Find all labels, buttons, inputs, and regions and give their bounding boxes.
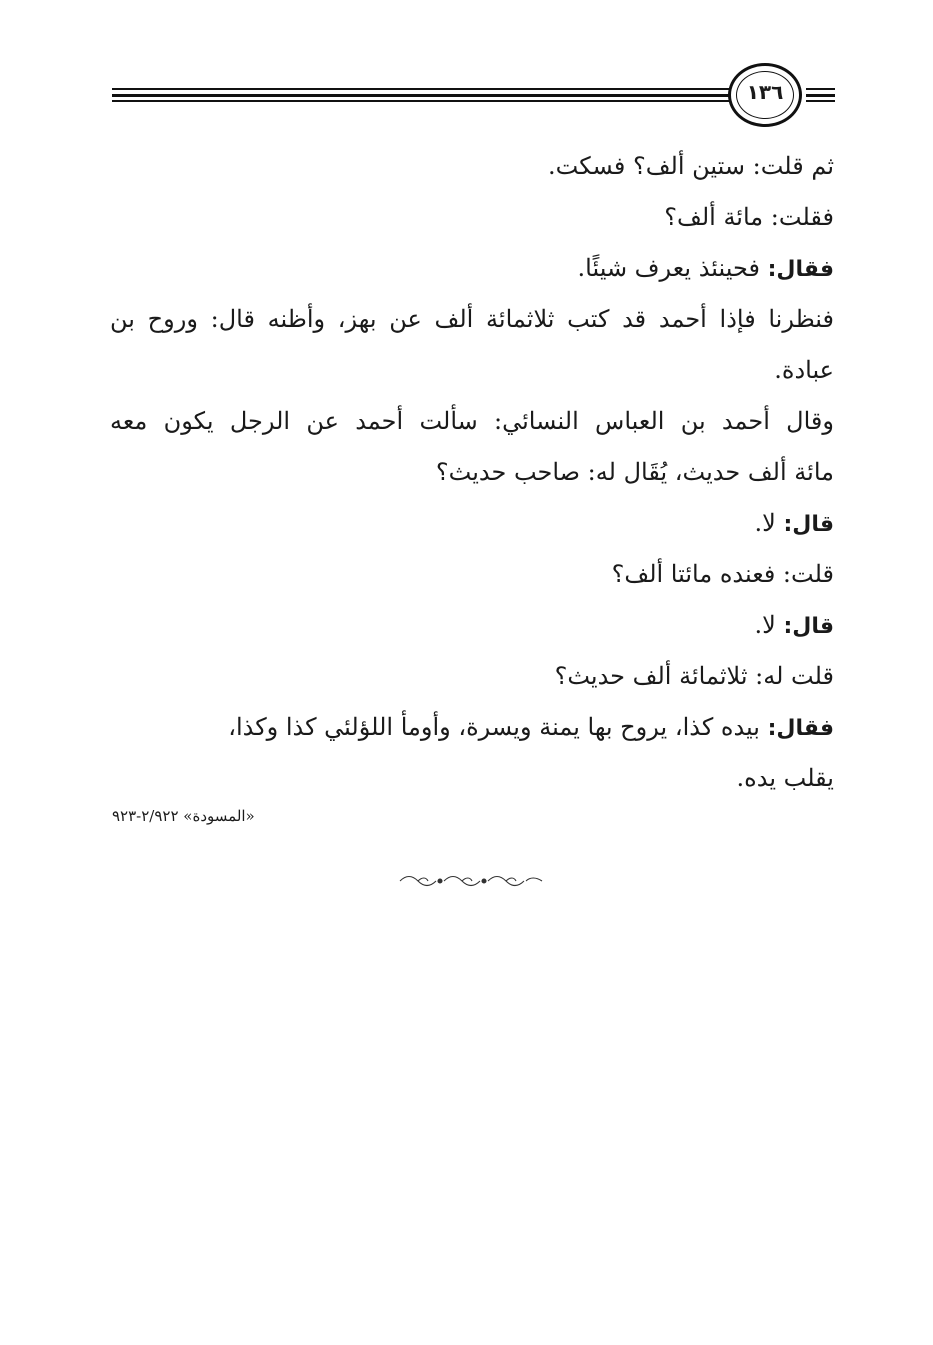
text-line-1: ثم قلت: ستين ألف؟ فسكت.: [548, 152, 834, 180]
text-line-13: يقلب يده.: [736, 764, 834, 792]
speaker-text: لا.: [754, 509, 784, 537]
header-rule-right-middle: [806, 94, 835, 97]
header-rule-bottom: [112, 100, 734, 102]
speaker-label: فقال:: [767, 257, 834, 282]
text-line-9: قلت: فعنده مائتا ألف؟: [611, 560, 834, 588]
header-rule-right-bottom: [806, 100, 835, 102]
speaker-text: فحينئذ يعرف شيئًا.: [577, 254, 768, 282]
text-line-2: فقلت: مائة ألف؟: [664, 203, 834, 231]
text-line-10: [754, 609, 834, 643]
page-number: ١٣٦: [746, 80, 784, 104]
text-line-5: عبادة.: [774, 356, 834, 384]
speaker-label: فقال:: [767, 716, 834, 741]
source-reference: «المسودة» ٢/٩٢٢-٩٢٣: [112, 807, 255, 825]
text-line-6: وقال أحمد بن العباس النسائي: سألت أحمد عن الرجل يكون معه: [110, 407, 834, 435]
speaker-text: بيده كذا، يروح بها يمنة ويسرة، وأومأ اللؤلئي كذا وكذا،: [228, 713, 768, 741]
page-number-medallion: [728, 63, 802, 127]
text-line-4: فنظرنا فإذا أحمد قد كتب ثلاثمائة ألف عن بهز، وأظنه قال: وروح بن: [110, 305, 834, 333]
speaker-label: قال:: [783, 614, 834, 639]
text-line-12: [228, 711, 834, 745]
speaker-label: قال:: [783, 512, 834, 537]
text-line-11: قلت له: ثلاثمائة ألف حديث؟: [554, 662, 834, 690]
header-rule-top: [112, 88, 734, 90]
header-rule-right-top: [806, 88, 835, 90]
text-line-7: مائة ألف حديث، يُقَال له: صاحب حديث؟: [435, 458, 834, 486]
header-rule-middle: [112, 94, 734, 97]
decorative-divider-ornament: [398, 872, 544, 890]
text-line-8: [754, 507, 834, 541]
text-line-3: [578, 252, 834, 286]
speaker-text: لا.: [754, 611, 784, 639]
